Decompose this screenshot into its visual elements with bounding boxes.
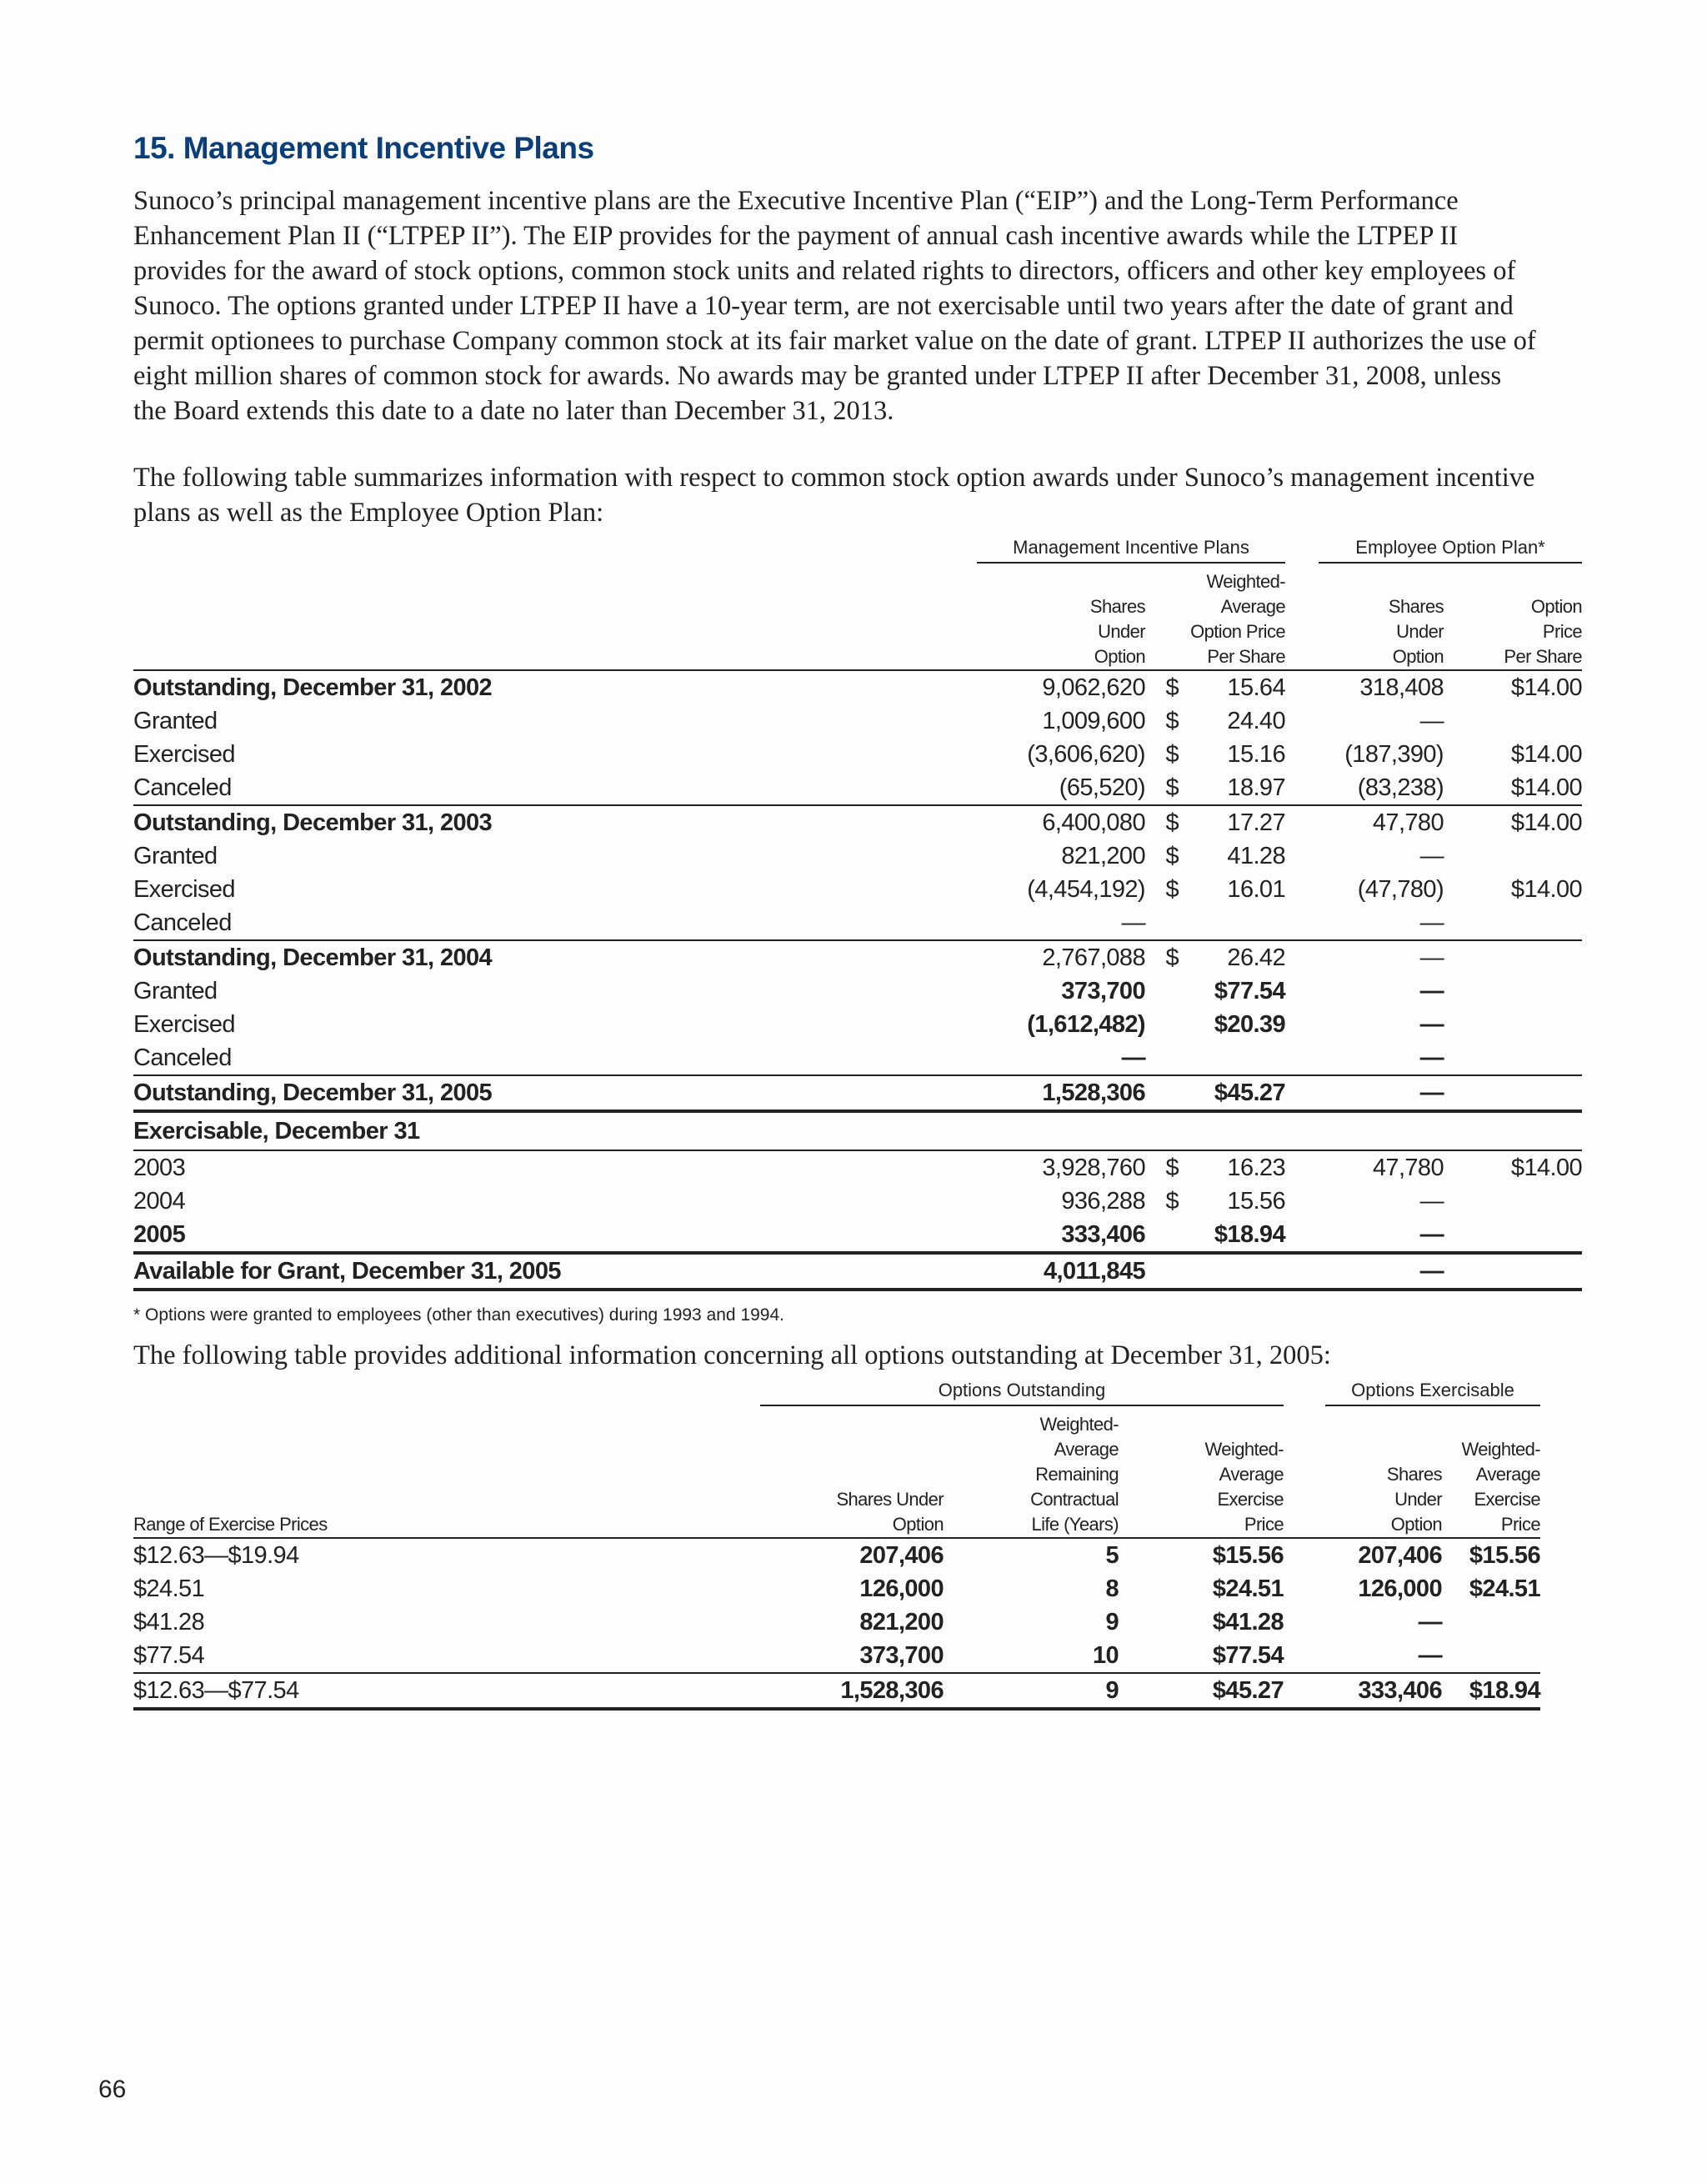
eop-price-cell: $14.00 [1460, 670, 1582, 704]
mip-price-cell: $45.27 [1179, 1075, 1285, 1111]
table-row [133, 670, 1582, 704]
eop-shares-cell: — [1319, 940, 1444, 974]
spacer [1284, 1639, 1325, 1673]
eop-shares-cell: (187,390) [1344, 741, 1444, 768]
table-row [133, 906, 1582, 940]
mip-price-cell: 16.23 [1179, 1150, 1285, 1185]
spacer [1444, 771, 1460, 805]
table-row [133, 1639, 1540, 1673]
table2-intro-paragraph: The following table provides additional information concerning all options outstanding at December 31, 2005: [133, 1340, 1331, 1370]
row-label: Canceled [133, 774, 232, 801]
mip-shares-cell: 821,200 [1061, 843, 1145, 869]
shares-cell: 373,700 [859, 1642, 944, 1669]
row-label: 2003 [133, 1150, 977, 1185]
spacer [1444, 704, 1460, 738]
spacer [1285, 805, 1319, 839]
life-cell: 9 [1105, 1609, 1119, 1635]
eop-shares-cell: — [1419, 843, 1444, 869]
mip-shares-cell: (4,454,192) [1027, 876, 1145, 903]
price-cell: $77.54 [1212, 1642, 1284, 1669]
shares-cell: 126,000 [859, 1575, 944, 1602]
mip-shares-cell: (1,612,482) [1027, 1011, 1145, 1038]
spacer [1444, 738, 1460, 771]
eop-price-cell [1460, 1185, 1582, 1218]
mip-price-cell: $18.94 [1214, 1221, 1285, 1248]
spacer [1444, 1150, 1460, 1185]
spacer [1284, 1538, 1325, 1572]
col-header-range: Range of Exercise Prices [133, 1514, 328, 1535]
row-label: Exercised [133, 876, 235, 903]
mip-shares-cell: (3,606,620) [1027, 741, 1145, 768]
row-label: Exercisable, December 31 [133, 1111, 1582, 1150]
table-row [133, 1111, 1582, 1150]
table-row [133, 771, 1582, 805]
ex-price-cell [1442, 1639, 1540, 1673]
price-cell: $45.27 [1119, 1673, 1284, 1709]
mip-price-cell: $20.39 [1214, 1011, 1285, 1038]
mip-shares-cell: 1,009,600 [1042, 708, 1145, 734]
eop-shares-cell: — [1419, 1011, 1444, 1038]
table-row [133, 1075, 1582, 1111]
eop-price-cell [1460, 940, 1582, 974]
eop-shares-cell: — [1419, 708, 1444, 734]
currency-symbol: $ [1165, 876, 1179, 903]
currency-symbol [1145, 1041, 1179, 1075]
row-label: Granted [133, 708, 218, 734]
row-label: Outstanding, December 31, 2003 [133, 805, 977, 839]
spacer [1444, 974, 1460, 1008]
spacer [1444, 1041, 1460, 1075]
row-label: Granted [133, 978, 218, 1004]
group-header-exercisable: Options Exercisable [1325, 1378, 1540, 1405]
mip-price-cell: 15.16 [1227, 741, 1285, 768]
spacer [1444, 1218, 1460, 1253]
row-label: Outstanding, December 31, 2004 [133, 940, 977, 974]
spacer [1285, 974, 1319, 1008]
currency-symbol [1145, 1008, 1179, 1041]
price-cell: $41.28 [1212, 1609, 1284, 1635]
eop-shares-cell: — [1319, 1075, 1444, 1111]
table-row [133, 738, 1582, 771]
ex-price-cell: $18.94 [1442, 1673, 1540, 1709]
currency-symbol [1145, 1253, 1179, 1290]
table-row [133, 1673, 1540, 1709]
currency-symbol [1145, 974, 1179, 1008]
currency-symbol: $ [1145, 670, 1179, 704]
ex-shares-cell: 126,000 [1358, 1575, 1442, 1602]
col-header-shares-under-option: Shares Under Option [836, 1489, 944, 1535]
eop-shares-cell: 318,408 [1319, 670, 1444, 704]
mip-shares-cell: 333,406 [1061, 1221, 1145, 1248]
spacer [1285, 771, 1319, 805]
mip-price-cell: 16.01 [1227, 876, 1285, 903]
spacer [1285, 1218, 1319, 1253]
eop-shares-cell: 47,780 [1319, 805, 1444, 839]
spacer [1444, 1253, 1460, 1290]
mip-price-cell: 41.28 [1227, 843, 1285, 869]
eop-shares-cell: — [1419, 1188, 1444, 1215]
eop-shares-cell: — [1319, 1253, 1444, 1290]
col-header-remaining-life: Weighted- Average Remaining Contractual Life (Years) [1030, 1414, 1119, 1535]
ex-price-cell: $24.51 [1469, 1575, 1540, 1602]
group-header-outstanding: Options Outstanding [760, 1378, 1284, 1405]
table1-footnote: * Options were granted to employees (other than executives) during 1993 and 1994. [133, 1305, 784, 1325]
row-label: 2005 [133, 1221, 186, 1248]
currency-symbol: $ [1165, 774, 1179, 801]
range-cell: $41.28 [133, 1609, 205, 1635]
currency-symbol: $ [1165, 708, 1179, 734]
intro-paragraph: Sunoco’s principal management incentive plans are the Executive Incentive Plan (“EIP”) and the Long-Term Performance Enhancement Plan II (“LTPEP II”). The EIP provides for the payment of annual cash incentive awards while the LTPEP II provides for the award of stock options, common stock units and related rights to directors, officers and other key employees of Sunoco. The options granted under LTPEP II have a 10-year term, are not exercisable until two years after the date of grant and permit optionees to purchase Company common stock at its fair market value on the date of grant. LTPEP II authorizes the use of eight million shares of common stock for awards. No awards may be granted under LTPEP II after December 31, 2008, unless the Board extends this date to a date no later than December 31, 2013. [133, 186, 1536, 426]
mip-price-cell: $77.54 [1214, 978, 1285, 1004]
currency-symbol [1145, 1075, 1179, 1111]
currency-symbol: $ [1145, 1150, 1179, 1185]
mip-shares-cell: 2,767,088 [977, 940, 1145, 974]
table-row [133, 1253, 1582, 1290]
spacer [1444, 1008, 1460, 1041]
table-row [133, 1538, 1540, 1572]
row-label: Canceled [133, 909, 232, 936]
mip-price-cell: 24.40 [1227, 708, 1285, 734]
mip-shares-cell: 1,528,306 [977, 1075, 1145, 1111]
spacer [1285, 1008, 1319, 1041]
currency-symbol: $ [1145, 940, 1179, 974]
col-header-mip-shares: Shares Under Option [1089, 596, 1145, 667]
row-label: 2004 [133, 1188, 186, 1215]
spacer [1285, 940, 1319, 974]
currency-symbol: $ [1145, 805, 1179, 839]
table-row [133, 1008, 1582, 1041]
table-row [133, 1150, 1582, 1185]
eop-price-cell [1460, 1218, 1582, 1253]
shares-cell: 1,528,306 [760, 1673, 944, 1709]
currency-symbol: $ [1165, 741, 1179, 768]
spacer [1284, 1673, 1325, 1709]
mip-shares-cell: 6,400,080 [977, 805, 1145, 839]
mip-price-cell [1179, 906, 1285, 940]
col-header-eop-shares: Shares Under Option [1388, 596, 1444, 667]
row-label: Granted [133, 843, 218, 869]
table-row [133, 873, 1582, 906]
currency-symbol: $ [1165, 843, 1179, 869]
col-header-mip-price: Weighted- Average Option Price Per Share [1190, 571, 1285, 667]
spacer [1285, 906, 1319, 940]
spacer [1444, 1185, 1460, 1218]
page [133, 125, 1583, 1711]
mip-price-cell: 26.42 [1179, 940, 1285, 974]
spacer [1444, 1075, 1460, 1111]
range-cell: $24.51 [133, 1575, 205, 1602]
spacer [1444, 839, 1460, 873]
mip-price-cell [1179, 1253, 1285, 1290]
range-cell: $12.63—$19.94 [133, 1538, 760, 1572]
spacer [1285, 1253, 1319, 1290]
eop-price-cell [1460, 1253, 1582, 1290]
spacer [1285, 839, 1319, 873]
eop-price-cell: $14.00 [1510, 876, 1583, 903]
group-header-mip: Management Incentive Plans [977, 535, 1285, 563]
spacer [1285, 704, 1319, 738]
section-title: 15. Management Incentive Plans [133, 131, 594, 165]
ex-shares-cell: — [1418, 1642, 1442, 1669]
eop-price-cell [1460, 839, 1582, 873]
spacer [1284, 1605, 1325, 1639]
group-header-eop: Employee Option Plan* [1319, 535, 1582, 563]
range-cell: $77.54 [133, 1642, 205, 1669]
col-header-eop-price: Option Price Per Share [1504, 596, 1583, 667]
spacer [1285, 873, 1319, 906]
table-row [133, 704, 1582, 738]
eop-price-cell [1460, 906, 1582, 940]
page-number: 66 [98, 2076, 127, 2103]
eop-shares-cell: 47,780 [1319, 1150, 1444, 1185]
life-cell: 9 [944, 1673, 1119, 1709]
eop-price-cell: $14.00 [1510, 774, 1583, 801]
mip-shares-cell: 3,928,760 [977, 1150, 1145, 1185]
row-label: Canceled [133, 1044, 232, 1071]
life-cell: 8 [1105, 1575, 1119, 1602]
mip-shares-cell: 4,011,845 [977, 1253, 1145, 1290]
spacer [1285, 1150, 1319, 1185]
currency-symbol [1145, 906, 1179, 940]
eop-price-cell [1460, 1041, 1582, 1075]
table-row [133, 805, 1582, 839]
col-header-wa-exercise-price: Weighted- Average Exercise Price [1204, 1439, 1284, 1535]
mip-shares-cell: 936,288 [1061, 1188, 1145, 1215]
spacer [1285, 1185, 1319, 1218]
row-label: Available for Grant, December 31, 2005 [133, 1253, 977, 1290]
ex-price-cell [1442, 1605, 1540, 1639]
eop-price-cell [1460, 704, 1582, 738]
table1-intro-paragraph: The following table summarizes information with respect to common stock option awards under Sunoco’s management incentive plans as well as the Employee Option Plan: [133, 463, 1535, 528]
mip-shares-cell: — [1121, 1044, 1145, 1071]
ex-shares-cell: — [1418, 1609, 1442, 1635]
eop-shares-cell: — [1419, 909, 1444, 936]
eop-shares-cell: — [1419, 1221, 1444, 1248]
currency-symbol [1145, 1218, 1179, 1253]
spacer [1444, 805, 1460, 839]
spacer [1285, 738, 1319, 771]
col-header-ex-price: Weighted- Average Exercise Price [1461, 1439, 1540, 1535]
col-header-ex-shares: Shares Under Option [1386, 1464, 1442, 1535]
table-row [133, 940, 1582, 974]
mip-price-cell: 15.64 [1179, 670, 1285, 704]
spacer [1444, 940, 1460, 974]
spacer [1285, 670, 1319, 704]
price-cell: $24.51 [1212, 1575, 1284, 1602]
price-cell: $15.56 [1119, 1538, 1284, 1572]
table-row [133, 1218, 1582, 1253]
currency-symbol: $ [1165, 1188, 1179, 1215]
table-row [133, 1041, 1582, 1075]
row-label: Exercised [133, 741, 235, 768]
eop-shares-cell: — [1419, 1044, 1444, 1071]
life-cell: 5 [944, 1538, 1119, 1572]
spacer [1285, 1075, 1319, 1111]
mip-price-cell [1179, 1041, 1285, 1075]
mip-shares-cell: 373,700 [1061, 978, 1145, 1004]
eop-price-cell: $14.00 [1510, 741, 1583, 768]
shares-cell: 821,200 [859, 1609, 944, 1635]
table-row [133, 974, 1582, 1008]
spacer [1285, 1041, 1319, 1075]
table-row [133, 839, 1582, 873]
ex-price-cell: $15.56 [1442, 1538, 1540, 1572]
range-cell: $12.63—$77.54 [133, 1673, 760, 1709]
row-label: Exercised [133, 1011, 235, 1038]
ex-shares-cell: 207,406 [1325, 1538, 1442, 1572]
mip-shares-cell: 9,062,620 [977, 670, 1145, 704]
spacer [1444, 670, 1460, 704]
table-row [133, 1605, 1540, 1639]
eop-price-cell [1460, 1008, 1582, 1041]
eop-shares-cell: — [1419, 978, 1444, 1004]
mip-price-cell: 18.97 [1227, 774, 1285, 801]
option-awards-table [133, 535, 1582, 1291]
shares-cell: 207,406 [760, 1538, 944, 1572]
eop-price-cell: $14.00 [1460, 1150, 1582, 1185]
eop-shares-cell: (83,238) [1357, 774, 1444, 801]
row-label: Outstanding, December 31, 2005 [133, 1075, 977, 1111]
mip-price-cell: 17.27 [1179, 805, 1285, 839]
eop-price-cell [1460, 974, 1582, 1008]
ex-shares-cell: 333,406 [1325, 1673, 1442, 1709]
table-row [133, 1185, 1582, 1218]
options-outstanding-table [133, 1378, 1540, 1711]
mip-shares-cell: — [1121, 909, 1145, 936]
eop-price-cell [1460, 1075, 1582, 1111]
table-row [133, 1572, 1540, 1605]
row-label: Outstanding, December 31, 2002 [133, 670, 977, 704]
spacer [1444, 906, 1460, 940]
mip-price-cell: 15.56 [1227, 1188, 1285, 1215]
spacer [1444, 873, 1460, 906]
eop-price-cell: $14.00 [1460, 805, 1582, 839]
mip-shares-cell: (65,520) [1059, 774, 1145, 801]
eop-shares-cell: (47,780) [1357, 876, 1444, 903]
life-cell: 10 [1092, 1642, 1119, 1669]
spacer [1284, 1572, 1325, 1605]
